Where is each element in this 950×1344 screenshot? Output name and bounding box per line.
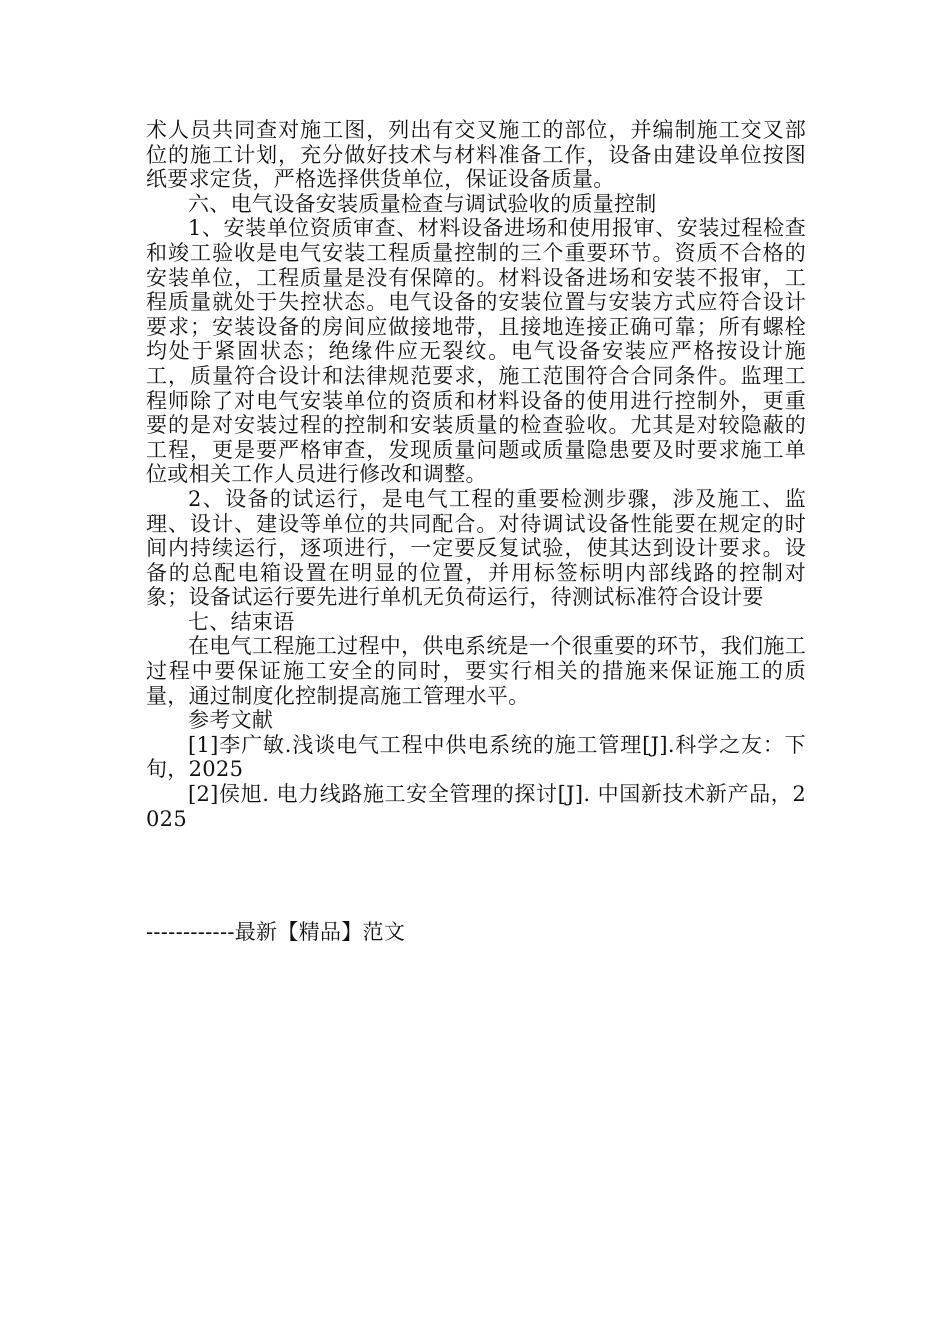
section-heading-7: 七、结束语 bbox=[188, 609, 295, 634]
section-heading-6: 六、电气设备安装质量检查与调试验收的质量控制 bbox=[188, 191, 657, 216]
paragraph-trial-run: 2、设备的试运行，是电气工程的重要检测步骤，涉及施工、监理、设计、建设等单位的共同配合。对待调试设备性能要在规定的时间内持续运行，逐项进行，一定要反复试验，使其达到设计要求。设备的总配电箱设置在明显的位置，并用标签标明内部线路的控制对象；设备试运行要先进行单机无负荷运行，待测试标准符合设计要 bbox=[146, 486, 806, 610]
references-title: 参考文献 bbox=[188, 708, 274, 733]
document-body bbox=[146, 118, 806, 831]
reference-item-1: [1]李广敏.浅谈电气工程中供电系统的施工管理[J].科学之友：下旬，2025 bbox=[146, 732, 806, 782]
reference-item-2: [2]侯旭. 电力线路施工安全管理的探讨[J]. 中国新技术新产品，2025 bbox=[146, 782, 806, 831]
footer-banner: ------------最新【精品】范文 bbox=[146, 920, 406, 944]
paragraph-installation-quality: 1、安装单位资质审查、材料设备进场和使用报审、安装过程检查和竣工验收是电气安装工程质量控制的三个重要环节。资质不合格的安装单位，工程质量是没有保障的。材料设备进场和安装不报审，工程质量就处于失控状态。电气设备的安装位置与安装方式应符合设计要求；安装设备的房间应做接地带，且接地连接正确可靠；所有螺栓均处于紧固状态；绝缘件应无裂纹。电气设备安装应严格按设计施工，质量符合设计和法律规范要求，施工范围符合合同条件。监理工程师除了对电气安装单位的资质和材料设备的使用进行控制外，更重要的是对安装过程的控制和安装质量的检查验收。尤其是对较隐蔽的工程，更是要严格审查，发现质量问题或质量隐患要及时要求施工单位或相关工作人员进行修改和调整。 bbox=[146, 216, 806, 487]
paragraph-continued: 术人员共同查对施工图，列出有交叉施工的部位，并编制施工交叉部位的施工计划，充分做好技术与材料准备工作，设备由建设单位按图纸要求定货，严格选择供货单位，保证设备质量。 bbox=[146, 118, 806, 192]
paragraph-conclusion: 在电气工程施工过程中，供电系统是一个很重要的环节，我们施工过程中要保证施工安全的同时，要实行相关的措施来保证施工的质量，通过制度化控制提高施工管理水平。 bbox=[146, 634, 806, 708]
